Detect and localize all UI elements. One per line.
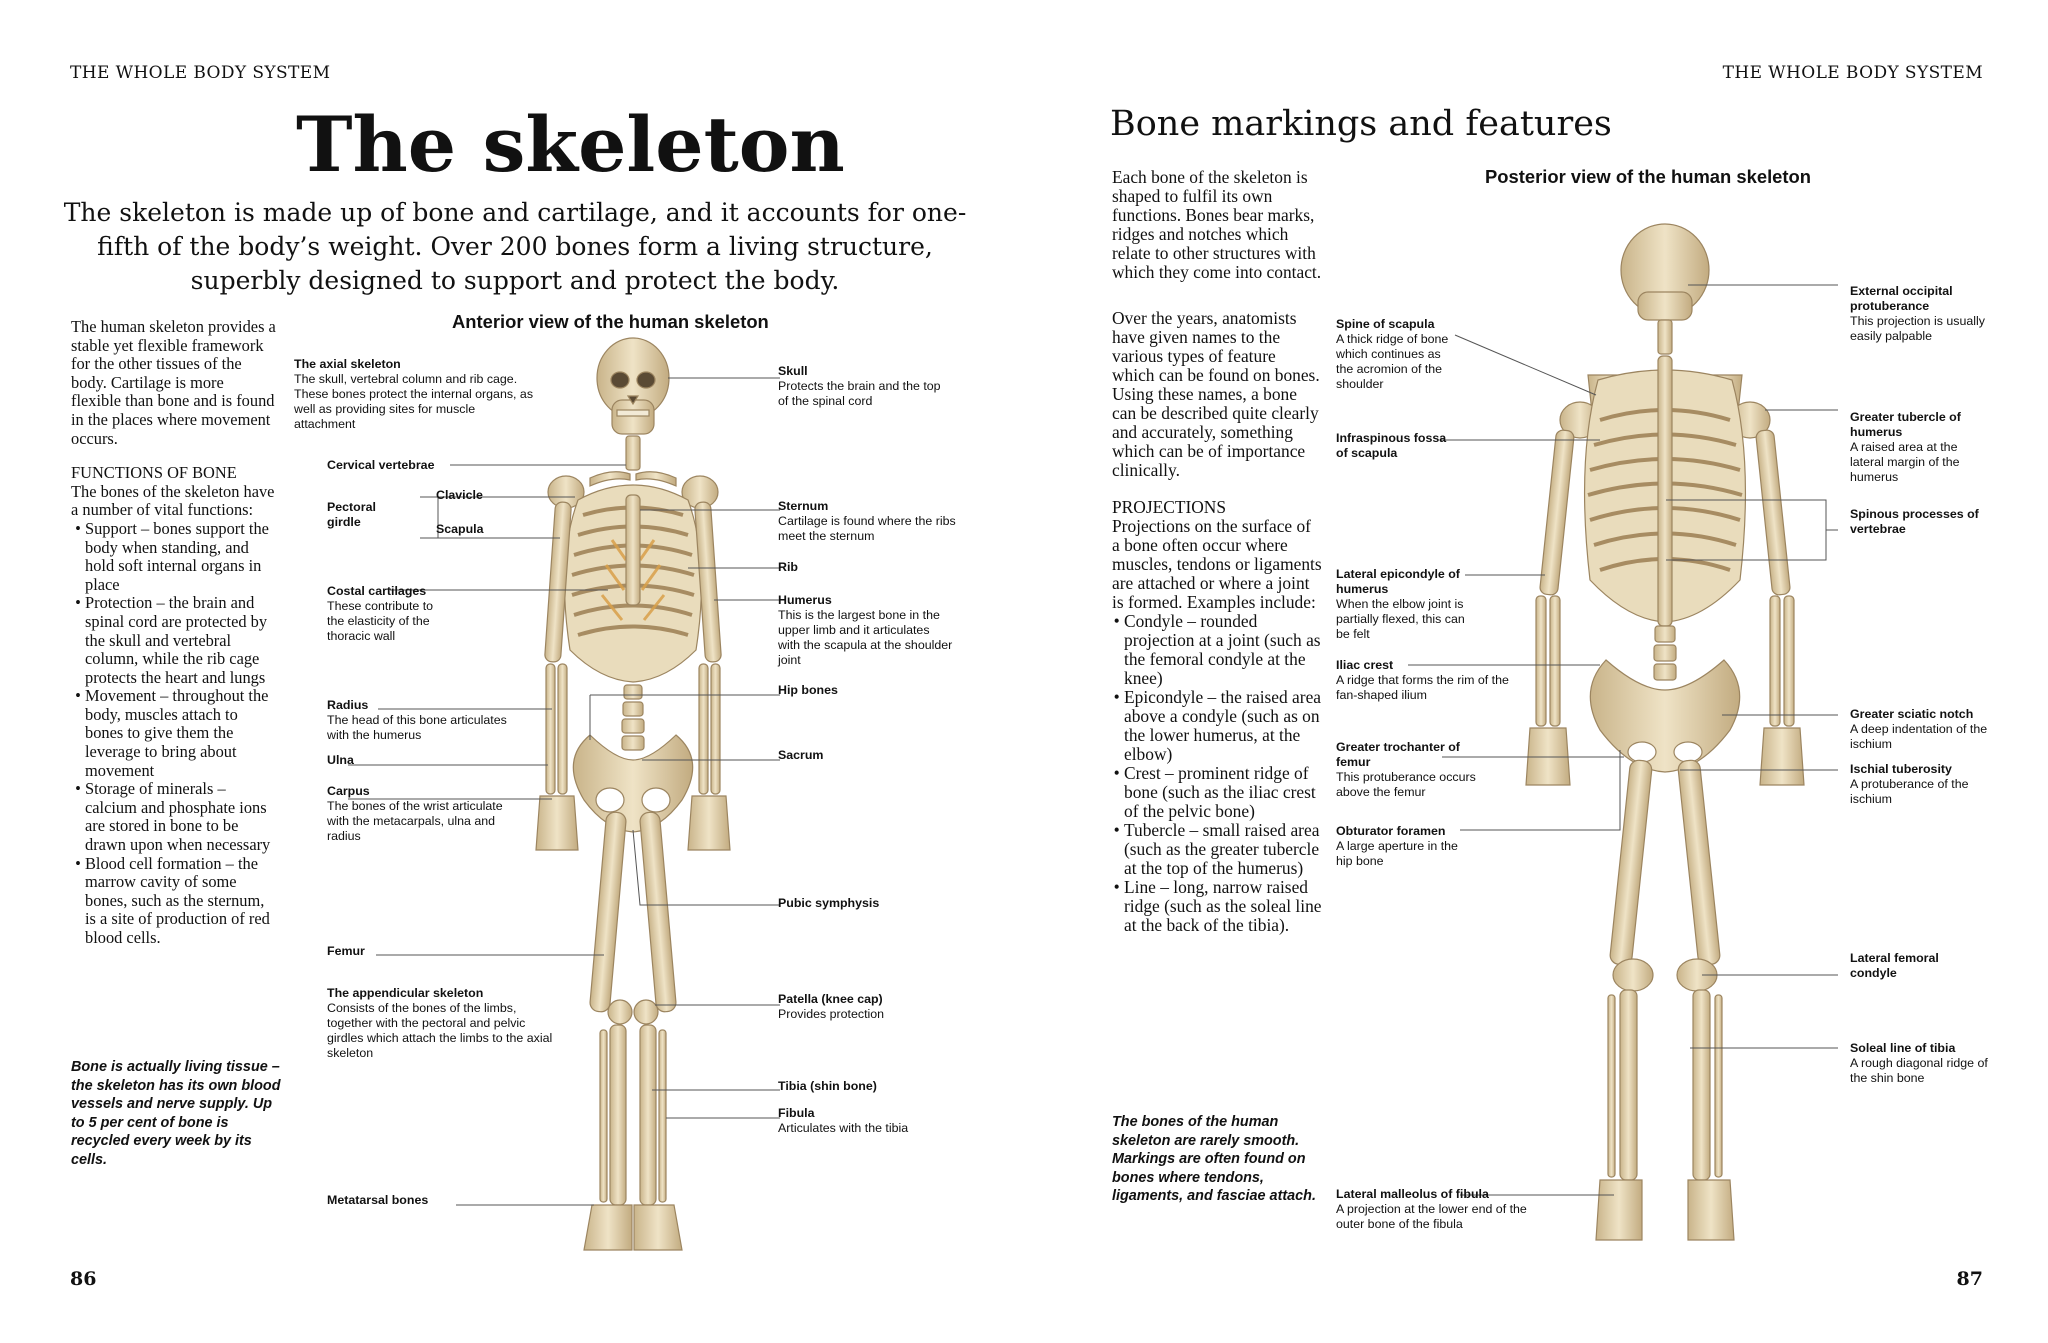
page-number-left: 86 xyxy=(70,1268,97,1290)
list-item: • Storage of minerals – calcium and phosphate ions are stored in bone to be drawn upon when necessary xyxy=(85,780,277,854)
functions-heading: FUNCTIONS OF BONE xyxy=(71,463,237,483)
list-item: • Support – bones support the body when standing, and hold soft internal organs in place xyxy=(85,520,277,594)
page-title-left: The skeleton xyxy=(296,100,845,189)
label-ischial-tuberosity: Ischial tuberosity A protuberance of the ischium xyxy=(1850,762,1969,806)
label-lateral-femoral-condyle: Lateral femoral condyle xyxy=(1850,951,1939,980)
projections-heading: PROJECTIONS xyxy=(1112,497,1227,517)
label-spinous-processes: Spinous processes of vertebrae xyxy=(1850,507,1979,536)
label-radius: Radius The head of this bone articulates with the humerus xyxy=(327,698,507,742)
label-metatarsal-bones: Metatarsal bones xyxy=(327,1193,429,1207)
label-lateral-epicondyle: Lateral epicondyle of humerus When the elbow joint is partially flexed, this can be felt xyxy=(1336,567,1465,641)
label-fibula: Fibula Articulates with the tibia xyxy=(778,1106,909,1135)
label-cervical-vertebrae: Cervical vertebrae xyxy=(327,458,435,472)
list-item: • Movement – throughout the body, muscles attach to bones to give them the leverage to bring about movement xyxy=(85,687,277,780)
label-iliac-crest: Iliac crest A ridge that forms the rim of the fan-shaped ilium xyxy=(1336,658,1509,702)
label-femur: Femur xyxy=(327,944,365,958)
label-patella: Patella (knee cap) Provides protection xyxy=(778,992,885,1021)
label-sacrum: Sacrum xyxy=(778,748,824,762)
label-tibia: Tibia (shin bone) xyxy=(778,1079,877,1093)
list-item: • Blood cell formation – the marrow cavity of some bones, such as the sternum, is a site of production of red blood cells. xyxy=(85,855,277,948)
label-costal-cartilages: Costal cartilages These contribute to the elasticity of the thoracic wall xyxy=(327,584,434,643)
left-caption: Bone is actually living tissue – the skeleton has its own blood vessels and nerve supply. Up to 5 per cent of bone is recycled every week by its cells. xyxy=(71,1059,281,1168)
figure-title-anterior: Anterior view of the human skeleton xyxy=(452,311,769,332)
functions-text: The bones of the skeleton have a number of vital functions: xyxy=(71,481,275,520)
label-carpus: Carpus The bones of the wrist articulate with the metacarpals, ulna and radius xyxy=(327,784,503,843)
list-item: • Protection – the brain and spinal cord are protected by the skull and vertebral column, while the rib cage protects the heart and lungs xyxy=(85,594,277,687)
list-item: • Epicondyle – the raised area above a condyle (such as on the lower humerus, at the elbow) xyxy=(1124,688,1322,764)
list-item: • Crest – prominent ridge of bone (such as the iliac crest of the pelvic bone) xyxy=(1124,764,1322,821)
figure-title-posterior: Posterior view of the human skeleton xyxy=(1485,166,1811,187)
label-sternum: Sternum Cartilage is found where the ribs meet the sternum xyxy=(778,499,956,543)
body-intro: The human skeleton provides a stable yet flexible framework for the other tissues of the body. Cartilage is more flexible than bone and is found in the places where movement occurs. xyxy=(71,317,276,448)
list-item: • Tubercle – small raised area (such as the greater tubercle at the top of the humerus) xyxy=(1124,821,1322,878)
anterior-skeleton xyxy=(536,338,730,1250)
list-item: • Condyle – rounded projection at a joint (such as the femoral condyle at the knee) xyxy=(1124,612,1322,688)
label-scapula: Scapula xyxy=(436,522,484,536)
page-title-right: Bone markings and features xyxy=(1110,104,1612,144)
label-clavicle: Clavicle xyxy=(436,488,483,502)
posterior-skeleton xyxy=(1526,224,1804,1240)
projections-text: Projections on the surface of a bone often occur where muscles, tendons or ligaments are attached or where a joint is formed. Examples include: xyxy=(1112,516,1322,612)
label-pectoral-girdle: Pectoral girdle xyxy=(327,500,376,529)
label-spine-of-scapula: Spine of scapula A thick ridge of bone which continues as the acromion of the shoulder xyxy=(1336,317,1449,391)
list-item: • Line – long, narrow raised ridge (such as the soleal line at the back of the tibia). xyxy=(1124,878,1322,935)
label-pubic-symphysis: Pubic symphysis xyxy=(778,896,880,910)
label-humerus: Humerus This is the largest bone in the upper limb and it articulates with the scapula at the shoulder joint xyxy=(778,593,953,667)
label-appendicular-skeleton: The appendicular skeleton Consists of the bones of the limbs, together with the pectoral and pelvic girdles which attach the limbs to the axial skeleton xyxy=(327,986,553,1060)
label-hip-bones: Hip bones xyxy=(778,683,838,697)
intro-paragraph: The skeleton is made up of bone and cartilage, and it accounts for one-fifth of the body’s weight. Over 200 bones form a living structure, superbly designed to support and protect the body. xyxy=(63,198,967,295)
label-skull: Skull Protects the brain and the top of the spinal cord xyxy=(778,364,941,408)
label-infraspinous-fossa: Infraspinous fossa of scapula xyxy=(1336,431,1447,460)
running-head-left: THE WHOLE BODY SYSTEM xyxy=(70,63,331,83)
running-head-right: THE WHOLE BODY SYSTEM xyxy=(1722,63,1983,83)
page-number-right: 87 xyxy=(1956,1268,1983,1290)
label-ulna: Ulna xyxy=(327,753,354,767)
right-caption: The bones of the human skeleton are rarely smooth. Markings are often found on bones where tendons, ligaments, and fasciae attach. xyxy=(1112,1114,1316,1205)
label-greater-tubercle: Greater tubercle of humerus A raised area at the lateral margin of the humerus xyxy=(1850,410,1961,484)
label-lateral-malleolus: Lateral malleolus of fibula A projection at the lower end of the outer bone of the fibula xyxy=(1336,1187,1527,1231)
label-greater-sciatic-notch: Greater sciatic notch A deep indentation of the ischium xyxy=(1850,707,1988,751)
right-para-1: Each bone of the skeleton is shaped to fulfil its own functions. Bones bear marks, ridges and notches which relate to other structures with which they come into contact. xyxy=(1112,167,1322,282)
right-para-2: Over the years, anatomists have given names to the various types of feature which can be found on bones. Using these names, a bone can be described quite clearly and accurately, something which can be of importance clinically. xyxy=(1112,308,1320,480)
label-rib: Rib xyxy=(778,560,798,574)
label-soleal-line: Soleal line of tibia A rough diagonal ridge of the shin bone xyxy=(1850,1041,1988,1085)
label-axial-skeleton: The axial skeleton The skull, vertebral column and rib cage. These bones protect the internal organs, as well as providing sites for muscle attachment xyxy=(294,357,534,431)
label-obturator-foramen: Obturator foramen A large aperture in the hip bone xyxy=(1336,824,1458,868)
label-greater-trochanter: Greater trochanter of femur This protuberance occurs above the femur xyxy=(1336,740,1476,799)
label-external-occipital: External occipital protuberance This projection is usually easily palpable xyxy=(1850,284,1985,343)
